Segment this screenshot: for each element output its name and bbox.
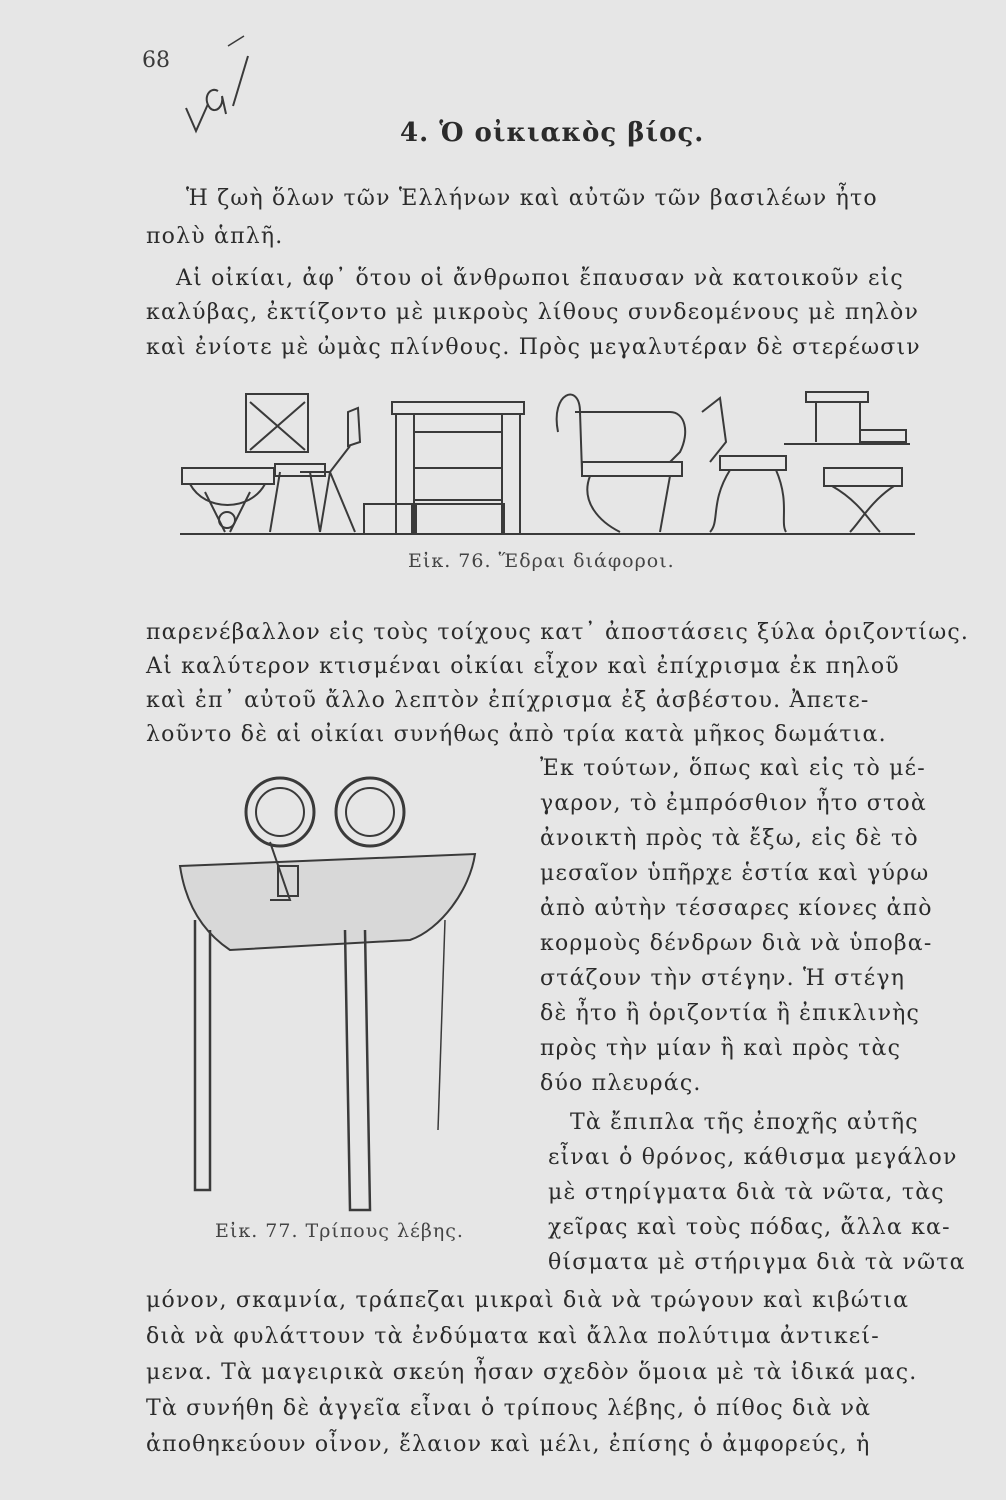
text-line: ἀποθηκεύουν οἶνον, ἔλαιον καὶ μέλι, ἐπίσης ὁ ἀμφορεύς, ἡ: [146, 1432, 871, 1457]
figure-77-caption: Εἰκ. 77. Τρίπους λέβης.: [215, 1220, 464, 1242]
figure-76-caption: Εἰκ. 76. Ἕδραι διάφοροι.: [408, 550, 675, 572]
small-table-icon: [784, 392, 910, 444]
text-line: μόνον, σκαμνία, τράπεζαι μικραὶ διὰ νὰ τρώγουν καὶ κιβώτια: [146, 1288, 910, 1313]
figure-77-tripod-cauldron-illustration: [170, 770, 490, 1220]
text-line: δὲ ἦτο ἢ ὁριζοντία ἢ ἐπικλινὴς: [540, 1001, 921, 1026]
text-line: γαρον, τὸ ἐμπρόσθιον ἦτο στοὰ: [540, 791, 927, 816]
figure-76-seats-illustration: [180, 372, 920, 542]
text-line: θίσματα μὲ στήριγμα διὰ τὰ νῶτα: [548, 1250, 966, 1275]
text-line: πρὸς τὴν μίαν ἢ καὶ πρὸς τὰς: [540, 1036, 902, 1061]
klismos-chair-icon: [557, 395, 686, 532]
text-line: δύο πλευράς.: [540, 1071, 702, 1096]
text-line: διὰ νὰ φυλάττουν τὰ ἐνδύματα καὶ ἄλλα πολύτιμα ἀντικεί-: [146, 1324, 880, 1349]
text-line: λοῦντο δὲ αἱ οἰκίαι συνήθως ἀπὸ τρία κατὰ μῆκος δωμάτια.: [146, 722, 887, 747]
text-line: Ἐκ τούτων, ὅπως καὶ εἰς τὸ μέ-: [540, 756, 926, 781]
text-line: καλύβας, ἐκτίζοντο μὲ μικροὺς λίθους συνδεομένους μὲ πηλὸν: [146, 300, 920, 325]
section-heading: 4. Ὁ οἰκιακὸς βίος.: [400, 118, 705, 148]
text-line: Τὰ συνήθη δὲ ἀγγεῖα εἶναι ὁ τρίπους λέβης, ὁ πίθος διὰ νὰ: [146, 1396, 872, 1421]
folding-chair-icon: [246, 394, 325, 532]
text-line: ἀνοικτὴ πρὸς τὰ ἔξω, εἰς δὲ τὸ: [540, 826, 919, 851]
text-line: μεσαῖον ὑπῆρχε ἑστία καὶ γύρω: [540, 861, 930, 886]
text-line: Ἡ ζωὴ ὅλων τῶν Ἑλλήνων καὶ αὐτῶν τῶν βασιλέων ἦτο: [186, 186, 878, 211]
curved-chair-icon: [702, 398, 786, 532]
text-line: εἶναι ὁ θρόνος, κάθισμα μεγάλον: [548, 1145, 958, 1170]
stool-icon: [182, 468, 274, 532]
text-line: ἀπὸ αὐτὴν τέσσαρες κίονες ἀπὸ: [540, 896, 933, 921]
text-line: παρενέβαλλον εἰς τοὺς τοίχους κατ᾽ ἀποστάσεις ξύλα ὁριζοντίως.: [146, 620, 970, 645]
text-line: καὶ ἐπ᾽ αὐτοῦ ἄλλο λεπτὸν ἐπίχρισμα ἐξ ἀσβέστου. Ἀπετε-: [146, 688, 870, 713]
margin-handwriting: [158, 36, 268, 146]
text-line: στάζουν τὴν στέγην. Ἡ στέγη: [540, 966, 906, 991]
text-line: Αἱ καλύτερον κτισμέναι οἰκίαι εἶχον καὶ ἐπίχρισμα ἐκ πηλοῦ: [146, 654, 900, 679]
text-line: χεῖρας καὶ τοὺς πόδας, ἄλλα κα-: [548, 1215, 951, 1240]
footstool-icon: [364, 504, 412, 534]
page-number: 68: [142, 48, 170, 73]
text-line: πολὺ ἁπλῆ.: [146, 224, 284, 249]
text-line: Τὰ ἔπιπλα τῆς ἐποχῆς αὐτῆς: [570, 1110, 919, 1135]
text-line: Αἱ οἰκίαι, ἀφ᾽ ὅτου οἱ ἄνθρωποι ἔπαυσαν νὰ κατοικοῦν εἰς: [176, 266, 904, 291]
x-stool-icon: [824, 468, 902, 532]
text-line: καὶ ἐνίοτε μὲ ὠμὰς πλίνθους. Πρὸς μεγαλυτέραν δὲ στερέωσιν: [146, 335, 921, 360]
text-line: μενα. Τὰ μαγειρικὰ σκεύη ἦσαν σχεδὸν ὅμοια μὲ τὰ ἰδικά μας.: [146, 1360, 918, 1385]
text-line: μὲ στηρίγματα διὰ τὰ νῶτα, τὰς: [548, 1180, 945, 1205]
text-line: κορμοὺς δένδρων διὰ νὰ ὑποβα-: [540, 931, 933, 956]
